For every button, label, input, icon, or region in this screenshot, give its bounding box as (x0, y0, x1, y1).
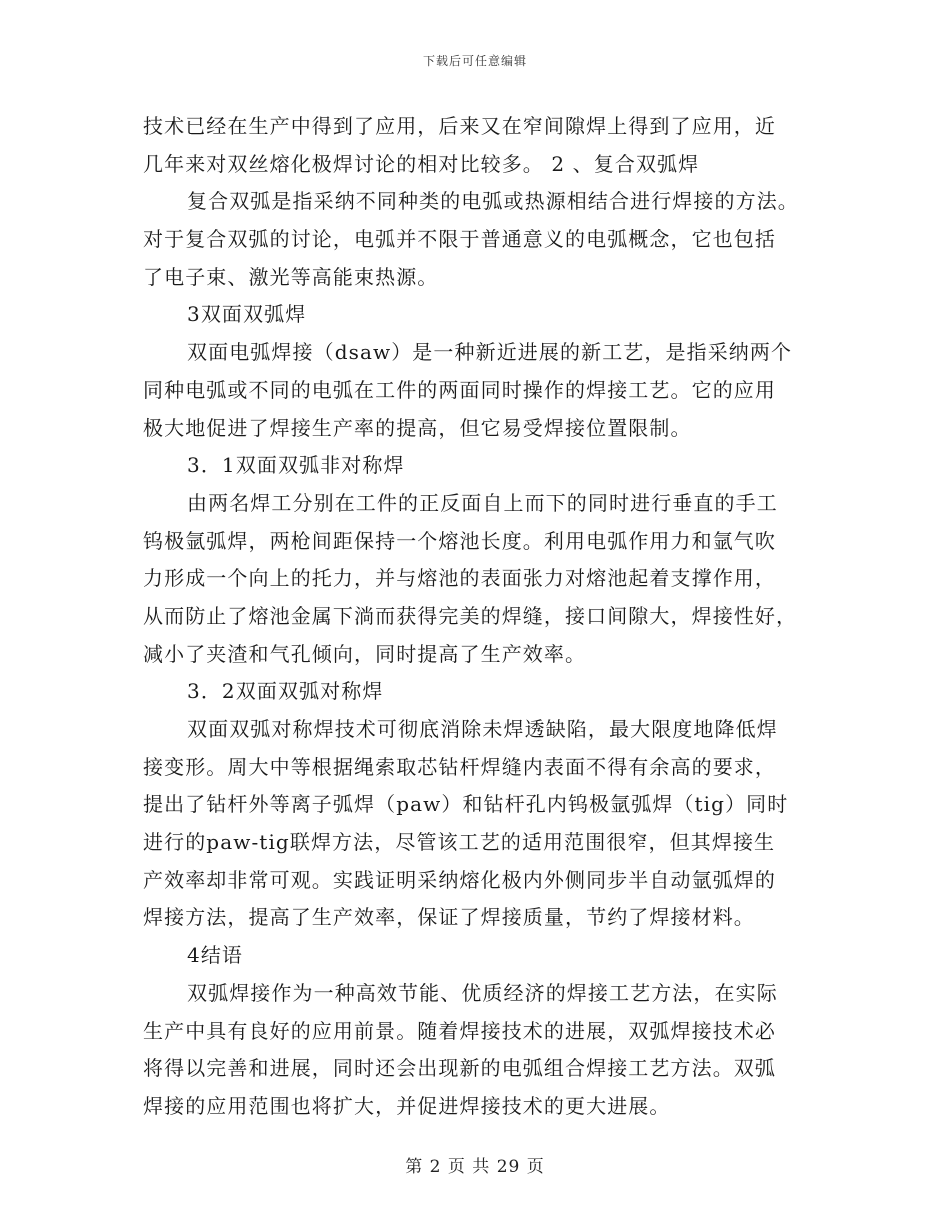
page-header: 下载后可任意编辑 (422, 54, 527, 68)
text-line: 3双面双弧焊 (187, 302, 307, 327)
text-line: 双面双弧对称焊技术可彻底消除未焊透缺陷，最大限度地降低焊 (187, 717, 778, 741)
text-line: 3．2双面双弧对称焊 (187, 679, 384, 704)
text-line: 将得以完善和进展，同时还会出现新的电弧组合焊接工艺方法。双弧 (143, 1056, 776, 1081)
document-body (143, 108, 813, 1126)
text-line: 3．1双面双弧非对称焊 (187, 453, 405, 478)
text-line: 同种电弧或不同的电弧在工件的两面同时操作的焊接工艺。它的应用 (143, 377, 776, 402)
text-line: 提出了钻杆外等离子弧焊（paw）和钻杆孔内钨极氩弧焊（tig）同时 (143, 792, 789, 817)
text-line: 进行的paw-tig联焊方法，尽管该工艺的适用范围很窄，但其焊接生 (143, 830, 776, 855)
text-line: 从而防止了熔池金属下淌而获得完美的焊缝，接口间隙大，焊接性好， (143, 603, 798, 628)
text-line: 产效率却非常可观。实践证明采纳熔化极内外侧同步半自动氩弧焊的 (143, 867, 776, 892)
text-line: 几年来对双丝熔化极焊讨论的相对比较多。 2 、复合双弧焊 (143, 151, 700, 176)
text-line: 接变形。周大中等根据绳索取芯钻杆焊缝内表面不得有余高的要求， (143, 754, 776, 779)
text-line: 减小了夹渣和气孔倾向，同时提高了生产效率。 (143, 641, 587, 666)
text-line: 技术已经在生产中得到了应用，后来又在窄间隙焊上得到了应用，近 (143, 114, 776, 138)
text-line: 生产中具有良好的应用前景。随着焊接技术的进展，双弧焊接技术必 (143, 1018, 776, 1043)
text-line: 由两名焊工分别在工件的正反面自上而下的同时进行垂直的手工 (187, 490, 778, 515)
text-line: 双面电弧焊接（dsaw）是一种新近进展的新工艺，是指采纳两个 (187, 340, 793, 365)
text-line: 焊接的应用范围也将扩大，并促进焊接技术的更大进展。 (143, 1093, 671, 1118)
text-line: 钨极氩弧焊，两枪间距保持一个熔池长度。利用电弧作用力和氩气吹 (143, 528, 776, 553)
text-line: 对于复合双弧的讨论，电弧并不限于普通意义的电弧概念，它也包括 (143, 227, 776, 252)
text-line: 焊接方法，提高了生产效率，保证了焊接质量，节约了焊接材料。 (143, 905, 755, 930)
text-line: 双弧焊接作为一种高效节能、优质经济的焊接工艺方法，在实际 (187, 980, 778, 1005)
text-line: 了电子束、激光等高能束热源。 (143, 264, 439, 289)
text-line: 极大地促进了焊接生产率的提高，但它易受焊接位置限制。 (143, 415, 692, 440)
page-footer: 第 2 页 共 29 页 (405, 1157, 545, 1177)
text-line: 力形成一个向上的托力，并与熔池的表面张力对熔池起着支撑作用， (143, 566, 776, 591)
text-line: 4结语 (187, 943, 244, 968)
text-line: 复合双弧是指采纳不同种类的电弧或热源相结合进行焊接的方法。 (187, 189, 799, 214)
